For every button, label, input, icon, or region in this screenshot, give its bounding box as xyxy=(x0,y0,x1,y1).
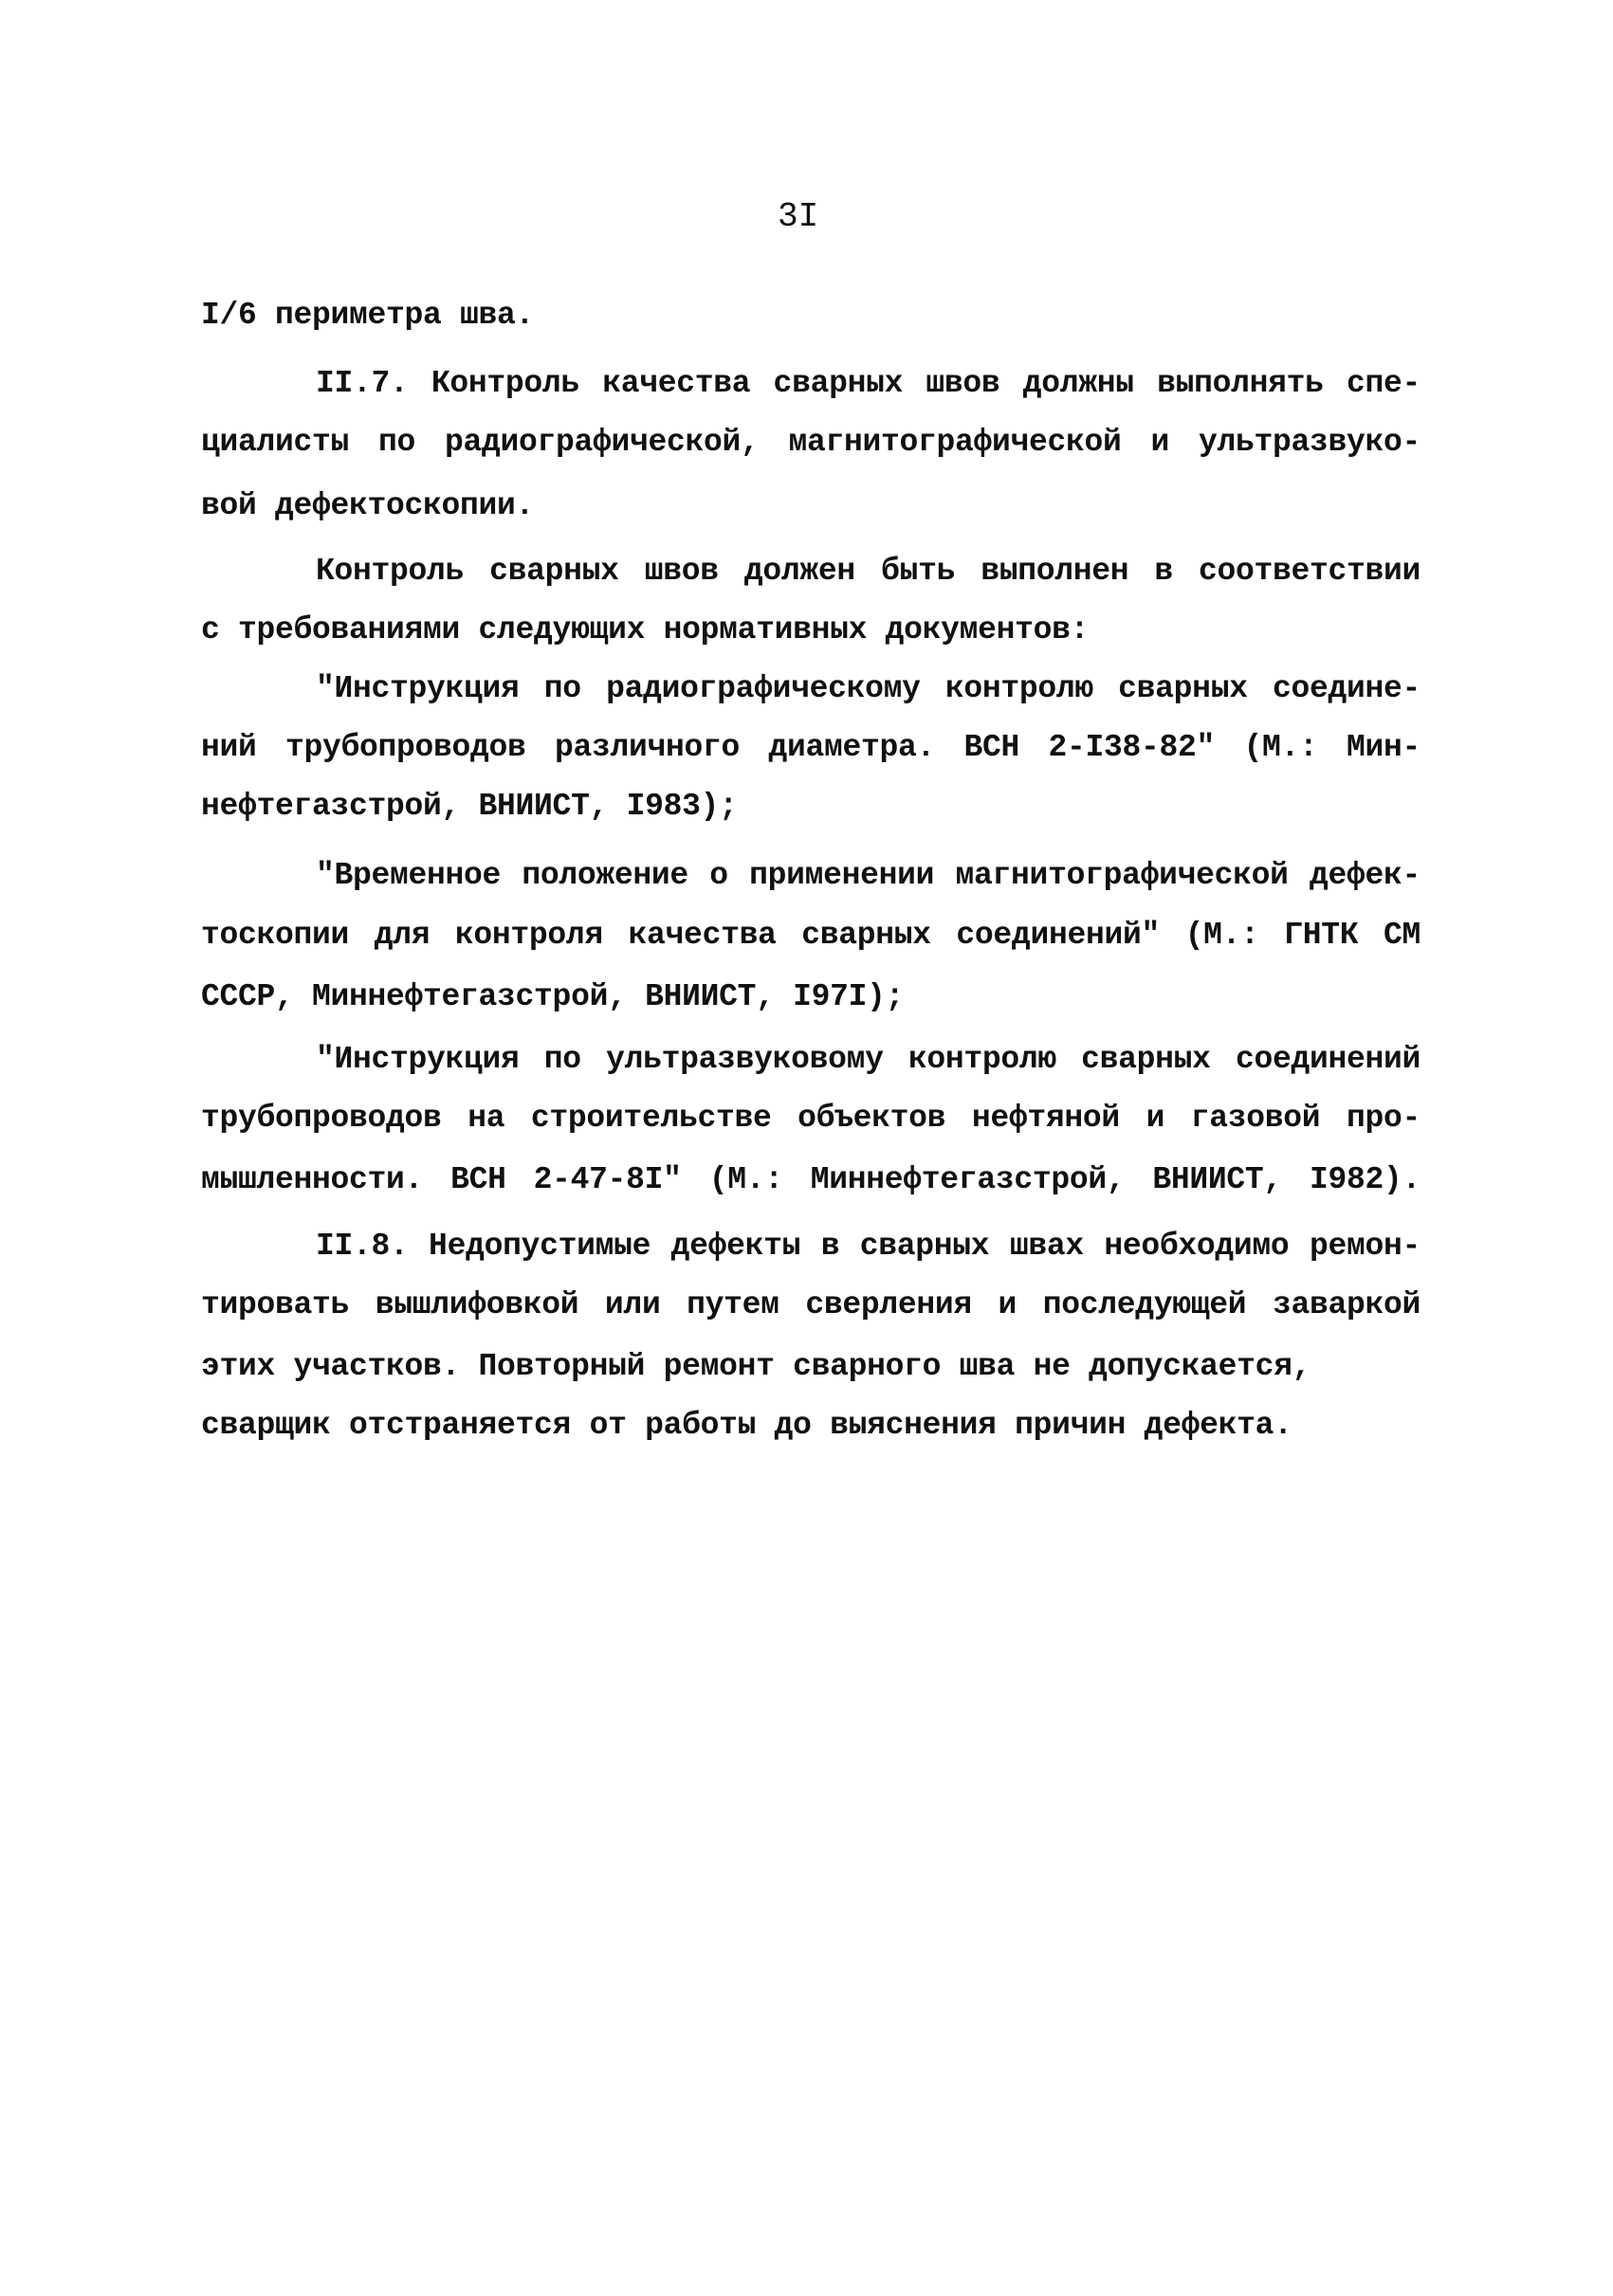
text-line: циалисты по радиографической, магнитографической и ультразвуко- xyxy=(201,425,1421,460)
text-line: сварщик отстраняется от работы до выяснения причин дефекта. xyxy=(201,1408,1292,1443)
paragraph-start: Контроль сварных швов должен быть выполнен в соответствии xyxy=(316,554,1421,589)
text-line: нефтегазстрой, ВНИИСТ, I983); xyxy=(201,789,738,824)
reference-1-start: "Инструкция по радиографическому контролю сварных соедине- xyxy=(316,671,1421,706)
text-line: с требованиями следующих нормативных документов: xyxy=(201,612,1090,647)
text-line: мышленности. ВСН 2-47-8I" (М.: Миннефтегазстрой, ВНИИСТ, I982). xyxy=(201,1162,1421,1197)
text-line: ний трубопроводов различного диаметра. ВСН 2-I38-82" (М.: Мин- xyxy=(201,730,1421,765)
text-line: тоскопии для контроля качества сварных соединений" (М.: ГНТК СМ xyxy=(201,918,1421,953)
text-line: вой дефектоскопии. xyxy=(201,488,535,523)
text-line: I/6 периметра шва. xyxy=(201,298,535,333)
reference-3-start: "Инструкция по ультразвуковому контролю сварных соединений xyxy=(316,1042,1421,1077)
text-line: тировать вышлифовкой или путем сверления и последующей заваркой xyxy=(201,1287,1421,1322)
text-line: СССР, Миннефтегазстрой, ВНИИСТ, I97I); xyxy=(201,979,905,1014)
section-11-7-start: II.7. Контроль качества сварных швов должны выполнять спе- xyxy=(316,366,1421,401)
page-number: 3I xyxy=(778,197,819,236)
reference-2-start: "Временное положение о применении магнитографической дефек- xyxy=(316,858,1421,893)
text-line: трубопроводов на строительстве объектов нефтяной и газовой про- xyxy=(201,1101,1421,1136)
text-line: этих участков. Повторный ремонт сварного шва не допускается, xyxy=(201,1349,1311,1384)
section-11-8-start: II.8. Недопустимые дефекты в сварных швах необходимо ремон- xyxy=(316,1229,1421,1264)
